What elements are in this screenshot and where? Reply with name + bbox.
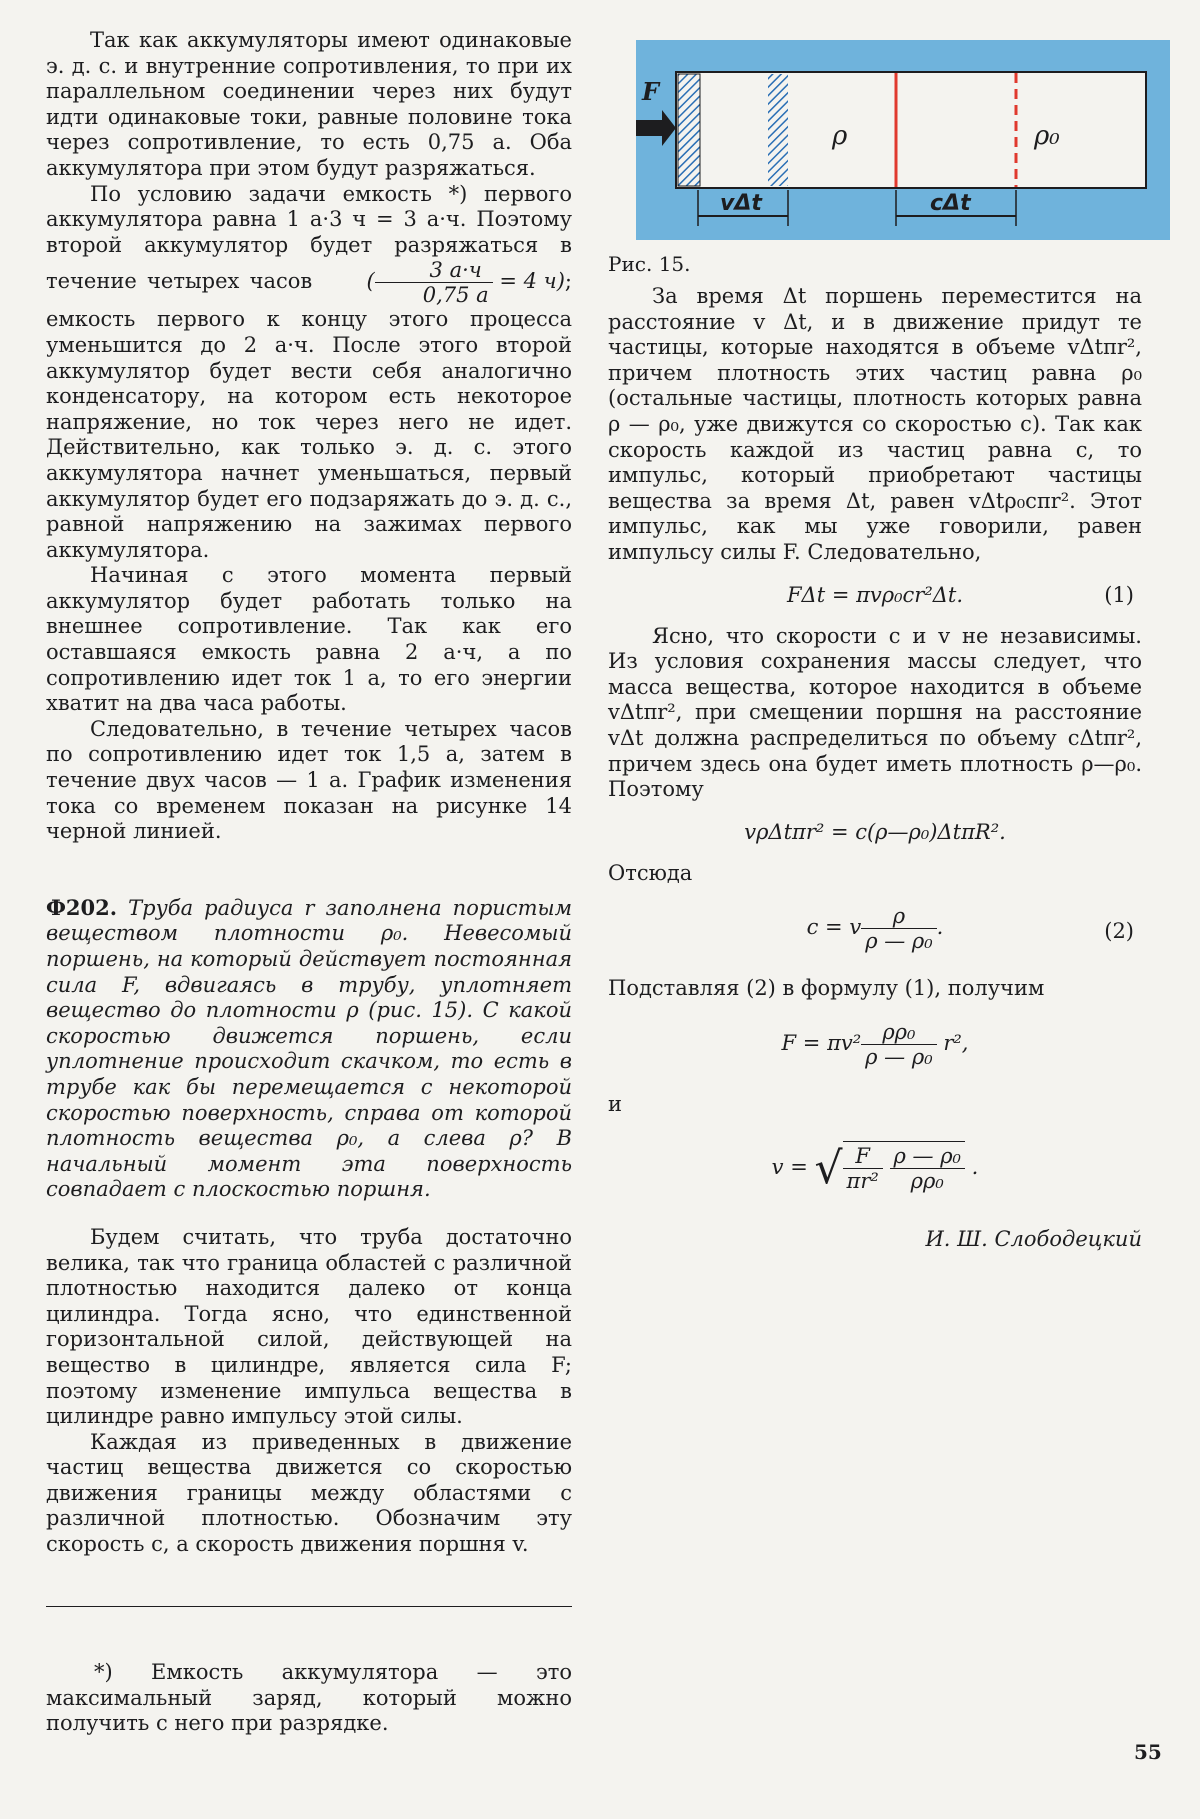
paragraph-r3: Подставляя (2) в формулу (1), получим — [608, 976, 1045, 1001]
right-column — [608, 284, 1142, 1251]
tube-interior — [676, 72, 1146, 188]
label-force: F — [642, 77, 660, 106]
paragraph-4: Следовательно, в течение четырех часов по сопротивлению идет ток 1,5 а, затем в течение двух часов — 1 а. График изменения тока со временем показан на рисунке 14 черной линией. — [46, 716, 572, 844]
footnote-rule — [46, 1606, 572, 1607]
formula-mass — [608, 817, 1142, 847]
formula-1-body: FΔt = πvρ₀cr²Δt. — [786, 582, 964, 607]
label-density-initial: ρ₀ — [1034, 121, 1060, 151]
formula-2-left: c = v — [806, 915, 862, 940]
paragraph-2-end: ; емкость первого к концу этого процесса уменьшится до 2 а·ч. После этого второй аккумулятор будет вести себя аналогично конденсатору, на котором есть некоторое напряжение, но ток через него не идет. Действительно, как только э. д. с. этого аккумулятора начнет уменьшаться, первый аккумулятор будет его подзаряжать до э. д. с., равной напряжению на зажимах первого аккумулятора. — [46, 269, 572, 562]
paragraph-2-start: По условию задачи емкость *) первого аккумулятора равна 1 а·3 ч = 3 а·ч. Поэтому второй аккумулятор будет разряжаться в течение четырех часов — [46, 181, 572, 294]
formula-3-den: ρ — ρ₀ — [865, 1044, 933, 1069]
paragraph-2 — [46, 182, 572, 564]
label-density-compressed: ρ — [832, 121, 848, 151]
formula-3-body — [608, 1020, 1142, 1069]
formula-4-body: v = √ $\frac{F}{\text{πr²}}$ $\frac{\text{ρ — ρ₀}}{\text{ρρ₀}}$ . — [771, 1143, 979, 1195]
author-signature: И. Ш. Слободецкий — [925, 1227, 1142, 1252]
problem-text: Труба радиуса r заполнена пористым веществом плотности ρ₀. Невесомый поршень, на который действует постоянная сила F, вдвигаясь в трубу, уплотняет вещество до плотности ρ (рис. 15). С какой скоростью движется поршень, если уплотнение происходит скачком, то есть в трубе как бы перемещается с некоторой скоростью поверхность, справа от которой плотность вещества ρ₀, а слева ρ? В начальный момент эта поверхность совпадает с плоскостью поршня. — [46, 895, 572, 1202]
formula-4-left: v = — [771, 1155, 808, 1180]
capacity-fraction: ( $\frac{3 а\cdot ч}{0,75 а}$ = 4 ч) — [366, 258, 565, 308]
problem-label: Ф202. — [46, 894, 118, 920]
footnote-text: *) Емкость аккумулятора — это максимальный заряд, который можно получить с него при разрядке. — [46, 1660, 572, 1736]
formula-4 — [608, 1131, 1142, 1209]
formula-1-number: (1) — [1104, 582, 1134, 607]
formula-4-a-top: F — [843, 1144, 883, 1169]
formula-2-body: c = v $\frac{\rho}{\text{ρ — ρ₀}}$ . — [806, 904, 944, 954]
formula-3-top: ρρ₀ — [861, 1020, 936, 1045]
footnote — [46, 1660, 572, 1737]
figure-15-piston-tube — [636, 40, 1170, 240]
paragraph-1: Так как аккумуляторы имеют одинаковые э. д. с. и внутренние сопротивления, то при их параллельном соединении через них будут идти одинаковые токи, равные половине тока через сопротивление, то есть 0,75 а. Оба аккумулятора при этом будут разряжаться. — [46, 28, 572, 180]
paragraph-r2: Ясно, что скорости c и v не независимы. Из условия сохранения массы следует, что масса вещества, которое находится в объеме vΔtπr², при смещении поршня на расстояние vΔt должна распределиться по объему cΔtπr², причем здесь она будет иметь плотность ρ—ρ₀. Поэтому — [608, 623, 1142, 802]
otsyuda: Отсюда — [608, 860, 693, 885]
problem-f202 — [46, 895, 572, 1203]
formula-2-den: ρ — ρ₀ — [865, 929, 933, 954]
label-vdt: vΔt — [720, 191, 762, 216]
piston-start — [678, 74, 700, 186]
paragraph-5: Будем считать, что труба достаточно велика, так что граница областей с различной плотностью находится далеко от конца цилиндра. Тогда ясно, что единственной горизонтальной силой, действующей на вещество в цилиндре, является сила F; поэтому изменение импульса вещества в цилиндре равно импульсу этой силы. — [46, 1224, 572, 1429]
left-column — [46, 28, 572, 1558]
sqrt-sign: √ — [814, 1143, 843, 1195]
and-word: и — [608, 1091, 622, 1116]
frac-result: = 4 ч — [499, 269, 557, 294]
formula-3 — [608, 1016, 1142, 1078]
frac-denominator: 0,75 а — [422, 283, 489, 308]
formula-mass-body: vρΔtπr² = c(ρ—ρ₀)ΔtπR². — [744, 819, 1006, 844]
formula-2-top: ρ — [861, 904, 936, 929]
formula-2-number: (2) — [1104, 919, 1134, 944]
page-number: 55 — [1134, 1740, 1162, 1764]
formula-2 — [608, 900, 1142, 962]
paragraph-r1: За время Δt поршень переместится на расстояние v Δt, и в движение придут те частицы, которые находятся в объеме vΔtπr², причем плотность этих частиц равна ρ₀ (остальные частицы, плотность которых равна ρ — ρ₀, уже движутся со скоростью c). Так как скорость каждой из частиц равна c, то импульс, который приобретают частицы вещества за время Δt, равен vΔtρ₀cπr². Этот импульс, как мы уже говорили, равен импульсу силы F. Следовательно, — [608, 284, 1142, 564]
formula-3-right: r², — [943, 1030, 969, 1055]
paragraph-6: Каждая из приведенных в движение частиц вещества движется со скоростью движения границы между областями с различной плотностью. Обозначим эту скорость c, а скорость движения поршня v. — [46, 1429, 572, 1557]
paragraph-3: Начиная с этого момента первый аккумулятор будет работать только на внешнее сопротивление. Так как его оставшаяся емкость равна 2 а·ч, а по сопротивлению идет ток 1 а, то его энергии хватит на два часа работы. — [46, 563, 572, 716]
frac-numerator: 3 а·ч — [375, 258, 493, 283]
piston-moved — [768, 74, 788, 186]
formula-4-b-den: ρρ₀ — [910, 1169, 944, 1194]
formula-3-left: F = πv² — [781, 1030, 862, 1055]
formula-1 — [608, 580, 1142, 610]
formula-4-b-top: ρ — ρ₀ — [890, 1144, 965, 1169]
label-cdt: cΔt — [930, 191, 971, 216]
formula-4-a-den: πr² — [846, 1169, 879, 1194]
figure-caption: Рис. 15. — [608, 252, 691, 276]
